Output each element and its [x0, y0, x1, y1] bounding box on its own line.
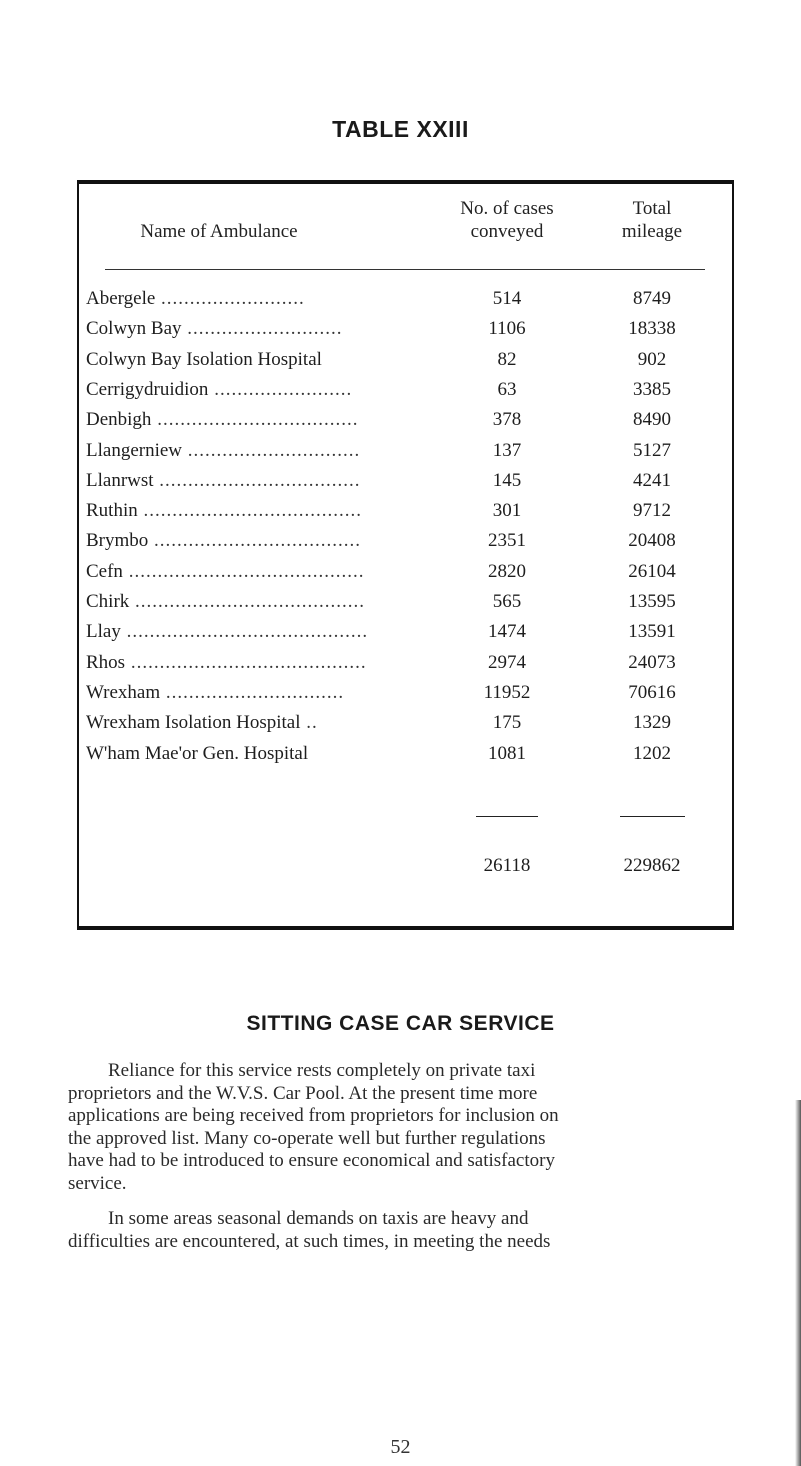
paragraph-1-line: the approved list. Many co-operate well but further regulations: [68, 1127, 546, 1149]
paragraph-1: [68, 1060, 798, 1195]
table-row: [79, 466, 732, 496]
cases-conveyed: 1106: [488, 318, 526, 340]
cases-conveyed: 82: [497, 348, 517, 370]
header-name: [79, 220, 359, 243]
ambulance-name-text: Llangerniew: [86, 439, 183, 461]
cases-conveyed: 2820: [488, 560, 526, 582]
cases-conveyed: 301: [492, 500, 522, 522]
total-mileage-cell: 13591: [628, 621, 676, 643]
table-row: [79, 526, 732, 556]
header-mileage-line1: Total: [632, 198, 672, 219]
paragraph-1-line: proprietors and the W.V.S. Car Pool. At the present time more: [68, 1082, 538, 1104]
leader-dots: ...................................: [153, 469, 361, 491]
header-cases-line1: No. of cases: [460, 198, 554, 219]
table-row: [79, 557, 732, 587]
ambulance-name-text: Brymbo: [86, 530, 149, 552]
ambulance-name-text: Llay: [86, 621, 121, 643]
table-row: [79, 345, 732, 375]
cases-conveyed: 175: [492, 712, 522, 734]
ambulance-name: [86, 526, 466, 556]
ambulance-name-text: Rhos: [86, 651, 126, 673]
ambulance-name-text: Colwyn Bay Isolation Hospital: [86, 348, 322, 370]
table-row: [79, 708, 732, 738]
ambulance-name: [86, 466, 466, 496]
cases-conveyed: 2351: [488, 530, 526, 552]
ambulance-table: [77, 180, 734, 930]
total-mileage-cell: 9712: [633, 500, 671, 522]
leader-dots: .........................................: [125, 651, 367, 673]
total-mileage: 229862: [623, 855, 681, 876]
ambulance-name-text: Cefn: [86, 560, 123, 582]
ambulance-name-text: W'ham Mae'or Gen. Hospital: [86, 742, 309, 764]
cases-conveyed: 514: [492, 288, 522, 309]
header-name-label: Name of Ambulance: [140, 221, 298, 242]
total-mileage-cell: 3385: [633, 378, 671, 400]
page-title: TABLE XXIII: [332, 116, 469, 142]
total-cases: 26118: [483, 855, 531, 876]
leader-dots: .........................................: [122, 560, 365, 582]
table-row: [79, 405, 732, 435]
leader-dots: ...............................: [160, 681, 345, 703]
cases-conveyed: 378: [492, 409, 522, 431]
ambulance-name: [86, 648, 466, 678]
ambulance-name: [86, 557, 466, 587]
header-rule: [105, 269, 705, 270]
ambulance-name-text: Llanrwst: [86, 469, 154, 491]
header-mileage: [602, 197, 702, 243]
total-mileage-cell: 1202: [633, 742, 671, 764]
ambulance-name: [86, 405, 466, 435]
total-mileage-cell: 4241: [633, 469, 671, 491]
leader-dots: .........................: [155, 288, 305, 309]
ambulance-name: [86, 436, 466, 466]
leader-dots: ........................................: [129, 591, 366, 612]
leader-dots: ...........................: [181, 318, 343, 340]
cases-conveyed: 63: [497, 378, 517, 400]
paragraph-2-line: In some areas seasonal demands on taxis are heavy and: [108, 1208, 529, 1229]
section-heading: SITTING CASE CAR SERVICE: [246, 1012, 555, 1035]
page-number: 52: [390, 1436, 411, 1458]
totals-row: [79, 851, 732, 881]
header-cases-line2: conveyed: [470, 221, 544, 242]
table-row: [79, 284, 732, 314]
total-mileage-cell: 70616: [628, 681, 676, 703]
total-mileage-cell: 902: [637, 348, 667, 370]
ambulance-name-text: Cerrigydruidion: [86, 378, 209, 400]
ambulance-name-text: Abergele: [86, 288, 156, 309]
total-mileage-cell: 1329: [633, 712, 671, 734]
ambulance-name: [86, 678, 466, 708]
leader-dots: ....................................: [148, 530, 362, 552]
ambulance-name-text: Wrexham: [86, 681, 161, 703]
table-row: [79, 648, 732, 678]
leader-dots: ..............................: [182, 439, 361, 461]
header-mileage-line2: mileage: [621, 221, 683, 242]
total-mileage-cell: 5127: [633, 439, 671, 461]
ambulance-name: [86, 617, 466, 647]
total-mileage-cell: 8490: [633, 409, 671, 431]
ambulance-name: [86, 739, 466, 769]
paragraph-1-line: Reliance for this service rests completely on private taxi: [108, 1060, 536, 1081]
leader-dots: ...................................: [151, 409, 359, 431]
table-row: [79, 617, 732, 647]
total-mileage-cell: 13595: [628, 591, 676, 612]
cases-sum-rule: [476, 816, 538, 817]
paragraph-1-line: service.: [68, 1172, 127, 1194]
leader-dots: ........................: [208, 378, 353, 400]
paragraph-1-line: have had to be introduced to ensure economical and satisfactory: [68, 1150, 555, 1171]
table-row: [79, 375, 732, 405]
cases-conveyed: 2974: [488, 651, 526, 673]
paragraph-1-line: applications are being received from proprietors for inclusion on: [68, 1105, 559, 1126]
cases-conveyed: 145: [492, 469, 522, 491]
cases-conveyed: 1474: [488, 621, 526, 643]
ambulance-name: [86, 345, 466, 375]
ambulance-name: [86, 708, 466, 738]
cases-conveyed: 137: [492, 439, 522, 461]
table-row: [79, 678, 732, 708]
ambulance-name-text: Colwyn Bay: [86, 318, 182, 340]
table-row: [79, 436, 732, 466]
ambulance-name: [86, 284, 466, 314]
ambulance-name-text: Chirk: [86, 591, 130, 612]
leader-dots: ..........................................: [120, 621, 369, 643]
cases-conveyed: 11952: [483, 681, 531, 703]
paragraph-2-line: difficulties are encountered, at such times, in meeting the needs: [68, 1230, 551, 1252]
total-mileage-cell: 18338: [628, 318, 676, 340]
leader-dots: ......................................: [137, 500, 362, 522]
ambulance-name: [86, 314, 466, 344]
table-row: [79, 314, 732, 344]
mileage-sum-rule: [620, 816, 685, 817]
ambulance-name-text: Denbigh: [86, 409, 152, 431]
cases-conveyed: 565: [492, 591, 522, 612]
table-row: [79, 587, 732, 617]
ambulance-name-text: Ruthin: [86, 500, 138, 522]
paragraph-2: [68, 1208, 798, 1253]
total-mileage-cell: 24073: [628, 651, 676, 673]
total-mileage-cell: 26104: [628, 560, 676, 582]
total-mileage-cell: 20408: [628, 530, 676, 552]
scan-edge-shadow: [795, 1100, 801, 1466]
ambulance-name: [86, 496, 466, 526]
ambulance-name: [86, 587, 466, 617]
leader-dots: ..: [300, 712, 318, 734]
ambulance-name: [86, 375, 466, 405]
total-mileage-cell: 8749: [633, 288, 671, 309]
table-row: [79, 739, 732, 769]
table-row: [79, 496, 732, 526]
header-cases: [427, 197, 587, 243]
ambulance-name-text: Wrexham Isolation Hospital: [86, 712, 301, 734]
cases-conveyed: 1081: [488, 742, 526, 764]
